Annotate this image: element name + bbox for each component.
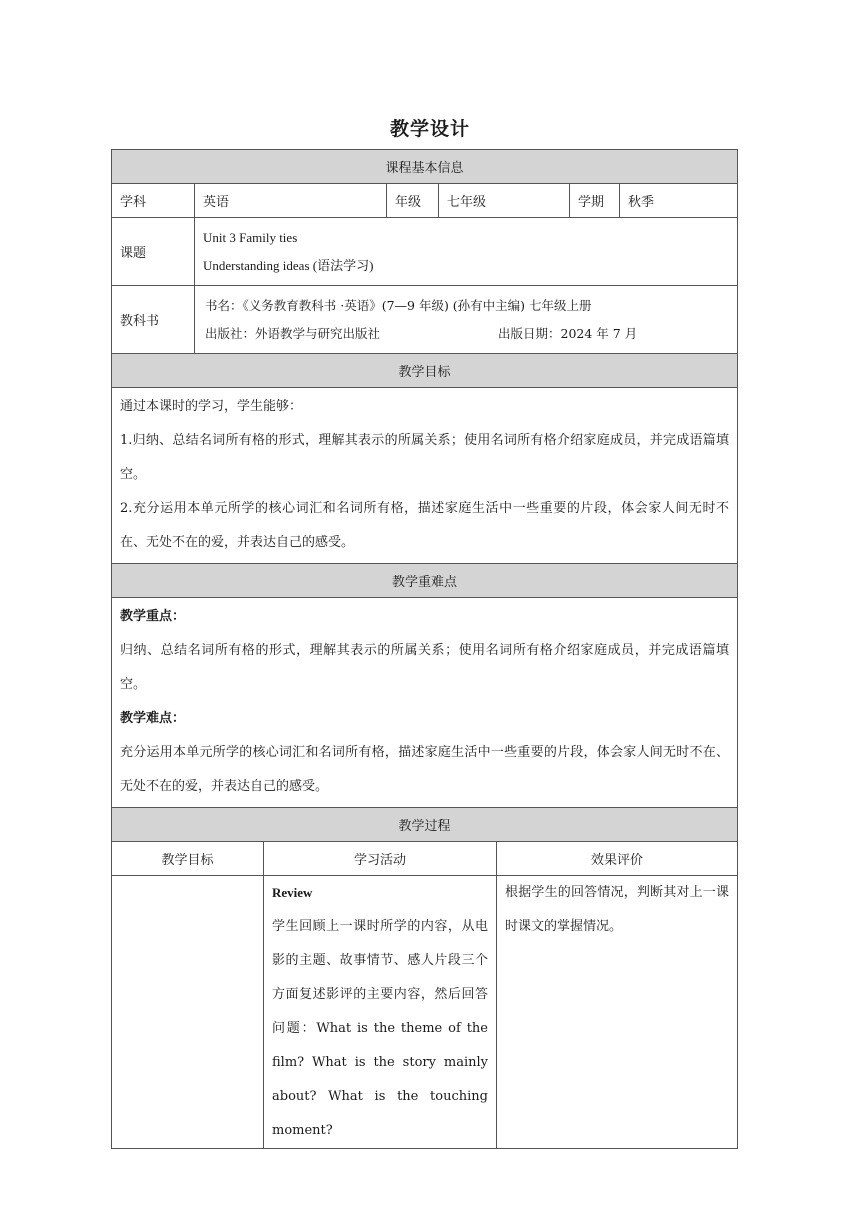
textbook-line-1: 书名：《义务教育教科书 ·英语》(7—9 年级) (孙有中主编) 七年级上册 xyxy=(205,297,592,313)
basic-info-header: 课程基本信息 xyxy=(112,150,738,184)
process-row-activity xyxy=(264,876,497,1149)
textbook-value xyxy=(195,286,738,354)
textbook-label: 教科书 xyxy=(112,286,195,354)
key-points-body xyxy=(112,598,738,808)
grade-label: 年级 xyxy=(387,184,439,218)
difficult-point-text: 充分运用本单元所学的核心词汇和名词所有格，描述家庭生活中一些重要的片段，体会家人间无时不在、无处不在的爱，并表达自己的感受。 xyxy=(120,745,730,794)
process-row-evaluation: 根据学生的回答情况，判断其对上一课时课文的掌握情况。 xyxy=(497,876,738,1149)
textbook-line-2 xyxy=(205,320,729,348)
topic-line-1: Unit 3 Family ties xyxy=(203,229,298,245)
key-point-label: 教学重点： xyxy=(120,609,186,624)
topic-label: 课题 xyxy=(112,218,195,286)
objectives-intro: 通过本课时的学习，学生能够： xyxy=(120,399,303,414)
publisher: 出版社：外语教学与研究出版社 xyxy=(205,325,381,341)
key-point-text: 归纳、总结名词所有格的形式，理解其表示的所属关系；使用名词所有格介绍家庭成员，并完成语篇填空。 xyxy=(120,643,730,692)
subject-value: 英语 xyxy=(195,184,387,218)
key-points-header: 教学重难点 xyxy=(112,564,738,598)
term-label: 学期 xyxy=(570,184,620,218)
objectives-header: 教学目标 xyxy=(112,354,738,388)
objective-item: 1.归纳、总结名词所有格的形式，理解其表示的所属关系；使用名词所有格介绍家庭成员，并完成语篇填空。 xyxy=(120,433,730,482)
objective-item: 2.充分运用本单元所学的核心词汇和名词所有格，描述家庭生活中一些重要的片段，体会家人间无时不在、无处不在的爱，并表达自己的感受。 xyxy=(120,501,730,550)
difficult-point-label: 教学难点： xyxy=(120,711,186,726)
page-title: 教学设计 xyxy=(389,118,470,140)
process-col-objective: 教学目标 xyxy=(112,842,264,876)
topic-value xyxy=(195,218,738,286)
process-header: 教学过程 xyxy=(112,808,738,842)
publish-date: 出版日期：2024 年 7 月 xyxy=(498,325,638,341)
topic-line-2: Understanding ideas (语法学习) xyxy=(203,257,374,273)
activity-text: 学生回顾上一课时所学的内容，从电影的主题、故事情节、感人片段三个方面复述影评的主要内容，然后回答问题：What is the theme of the film? What is the story mainly about? What is the touching moment? xyxy=(272,919,488,1138)
objectives-body xyxy=(112,388,738,564)
subject-label: 学科 xyxy=(112,184,195,218)
process-row-objective xyxy=(112,876,264,1149)
process-col-activity: 学习活动 xyxy=(264,842,497,876)
activity-title: Review xyxy=(272,885,313,900)
grade-value: 七年级 xyxy=(439,184,570,218)
process-col-evaluation: 效果评价 xyxy=(497,842,738,876)
lesson-plan-table xyxy=(111,149,738,1149)
term-value: 秋季 xyxy=(620,184,738,218)
